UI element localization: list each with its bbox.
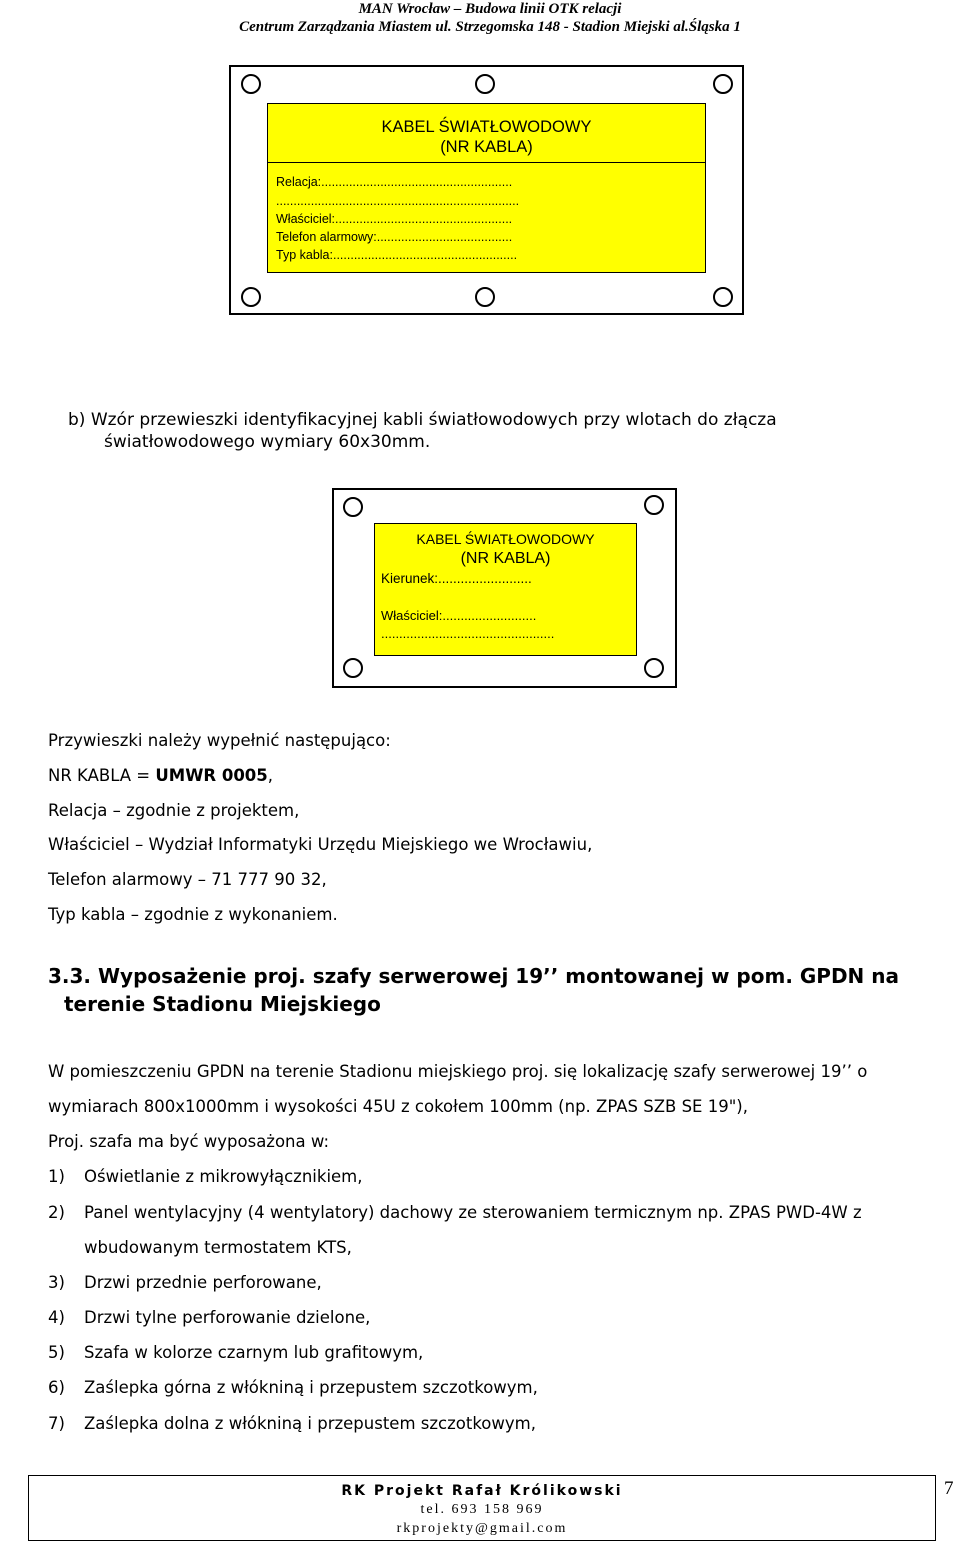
mounting-hole xyxy=(475,74,495,94)
nr-kabla-value: UMWR 0005 xyxy=(155,766,268,785)
list-item-number: 4) xyxy=(48,1308,65,1327)
list-item-number: 1) xyxy=(48,1167,65,1186)
document-header-subtitle: Centrum Zarządzania Miastem ul. Strzegomska 148 - Stadion Miejski al.Śląska 1 xyxy=(239,19,741,35)
tag-small-subtitle: (NR KABLA) xyxy=(460,550,551,567)
list-item-text-cont: wbudowanym termostatem KTS, xyxy=(84,1238,352,1257)
cable-tag-label-area xyxy=(267,103,706,273)
cable-tag-small-label-area xyxy=(374,523,637,656)
footer-email: rkprojekty@gmail.com xyxy=(396,1521,568,1536)
footer-phone: tel. 693 158 969 xyxy=(420,1502,544,1517)
tag-small-wlasciciel: Właściciel:.......................... xyxy=(381,608,537,623)
instructions-nr-kabla xyxy=(48,766,273,786)
list-item-text: Zaślepka górna z włókniną i przepustem szczotkowym, xyxy=(84,1378,538,1397)
mounting-hole xyxy=(713,287,733,307)
section-heading-3-3: 3.3. Wyposażenie proj. szafy serwerowej 19’’ montowanej w pom. GPDN na xyxy=(48,964,899,988)
instructions-wlasciciel: Właściciel – Wydział Informatyki Urzędu Miejskiego we Wrocławiu, xyxy=(48,835,593,854)
section-3-3-para-line2: wymiarach 800x1000mm i wysokości 45U z cokołem 100mm (np. ZPAS SZB SE 19"), xyxy=(48,1097,748,1116)
document-header-title: MAN Wrocław – Budowa linii OTK relacji xyxy=(358,1,622,17)
mounting-hole xyxy=(343,497,363,517)
instructions-relacja: Relacja – zgodnie z projektem, xyxy=(48,801,300,820)
instructions-typ: Typ kabla – zgodnie z wykonaniem. xyxy=(48,905,338,924)
tag-small-title: KABEL ŚWIATŁOWODOWY xyxy=(416,531,595,547)
list-item-number: 6) xyxy=(48,1378,65,1397)
list-item-number: 3) xyxy=(48,1273,65,1292)
nr-kabla-suffix: , xyxy=(267,766,274,785)
instructions-telefon: Telefon alarmowy – 71 777 90 32, xyxy=(48,870,327,889)
mounting-hole xyxy=(343,658,363,678)
section-heading-3-3-cont: terenie Stadionu Miejskiego xyxy=(64,992,381,1016)
mounting-hole xyxy=(241,74,261,94)
nr-kabla-label: NR KABLA = xyxy=(48,766,156,785)
mounting-hole xyxy=(713,74,733,94)
tag-title: KABEL ŚWIATŁOWODOWY xyxy=(381,118,592,136)
tag-small-dots: ................................................ xyxy=(381,626,555,641)
tag-field-telefon: Telefon alarmowy:....................................... xyxy=(276,230,513,244)
list-item-number: 2) xyxy=(48,1203,65,1222)
tag-field-wlasciciel: Właściciel:................................................... xyxy=(276,212,513,226)
tag-field-relacja-cont: ...................................................................... xyxy=(276,194,520,208)
list-item-text: Drzwi tylne perforowanie dzielone, xyxy=(84,1308,371,1327)
mounting-hole xyxy=(241,287,261,307)
list-item-number: 7) xyxy=(48,1414,65,1433)
list-item-text: Zaślepka dolna z włókniną i przepustem szczotkowym, xyxy=(84,1414,536,1433)
list-item-text: Panel wentylacyjny (4 wentylatory) dachowy ze sterowaniem termicznym np. ZPAS PWD-4W z xyxy=(84,1203,862,1222)
page-number: 7 xyxy=(944,1478,954,1499)
list-item-number: 5) xyxy=(48,1343,65,1362)
section-b-line1: b) Wzór przewieszki identyfikacyjnej kabli światłowodowych przy wlotach do złącza xyxy=(68,410,777,430)
footer-company: RK Projekt Rafał Królikowski xyxy=(341,1483,623,1499)
footer-box xyxy=(28,1475,936,1541)
instructions-intro: Przywieszki należy wypełnić następująco: xyxy=(48,731,391,750)
cable-tag-small xyxy=(332,488,677,688)
section-b-line2: światłowodowego wymiary 60x30mm. xyxy=(104,432,431,452)
mounting-hole xyxy=(644,495,664,515)
section-3-3-para-line3: Proj. szafa ma być wyposażona w: xyxy=(48,1132,330,1151)
tag-divider xyxy=(268,162,705,163)
tag-field-relacja: Relacja:....................................................... xyxy=(276,175,513,189)
tag-small-kierunek: Kierunek:......................... xyxy=(381,571,532,586)
tag-field-typ: Typ kabla:..................................................... xyxy=(276,248,518,262)
list-item-text: Oświetlanie z mikrowyłącznikiem, xyxy=(84,1167,363,1186)
mounting-hole xyxy=(644,658,664,678)
tag-subtitle: (NR KABLA) xyxy=(440,138,533,156)
cable-tag-large xyxy=(229,65,744,315)
list-item-text: Drzwi przednie perforowane, xyxy=(84,1273,322,1292)
list-item-text: Szafa w kolorze czarnym lub grafitowym, xyxy=(84,1343,424,1362)
section-3-3-para-line1: W pomieszczeniu GPDN na terenie Stadionu miejskiego proj. się lokalizację szafy serwerowej 19’’ o xyxy=(48,1062,868,1081)
mounting-hole xyxy=(475,287,495,307)
